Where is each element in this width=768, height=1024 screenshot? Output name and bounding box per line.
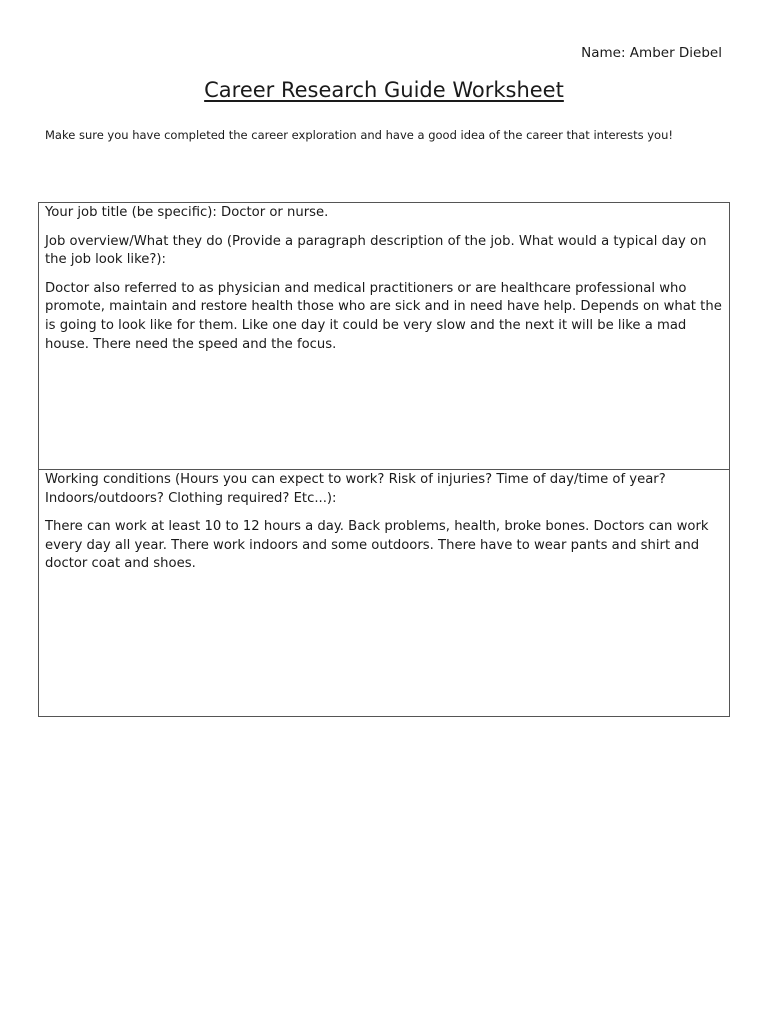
job-overview-answer: Doctor also referred to as physician and medical practitioners or are healthcare professional who promote, maintain and restore health those who are sick and in need have help. Depends on what the is going to look like for them. Like one day it could be very slow and the next it will be like a mad house. There need the speed and the focus.	[45, 280, 722, 352]
working-conditions-answer: There can work at least 10 to 12 hours a day. Back problems, health, broke bones. Doctors can work every day all year. There work indoors and some outdoors. There have to wear pants and shirt and doctor coat and shoes.	[45, 519, 709, 572]
working-conditions-section	[39, 469, 729, 716]
student-name: Name: Amber Diebel	[581, 45, 722, 61]
job-title-line: Your job title (be specific): Doctor or nurse.	[45, 205, 329, 220]
job-overview-prompt: Job overview/What they do (Provide a paragraph description of the job. What would a typical day on the job look like?):	[45, 233, 707, 268]
page-title: Career Research Guide Worksheet	[204, 78, 564, 102]
working-conditions-prompt: Working conditions (Hours you can expect to work? Risk of injuries? Time of day/time of year? Indoors/outdoors? Clothing required? Etc...):	[45, 472, 666, 506]
job-section	[39, 203, 729, 469]
worksheet-table	[38, 202, 730, 717]
instructions-text: Make sure you have completed the career exploration and have a good idea of the career that interests you!	[45, 128, 673, 142]
